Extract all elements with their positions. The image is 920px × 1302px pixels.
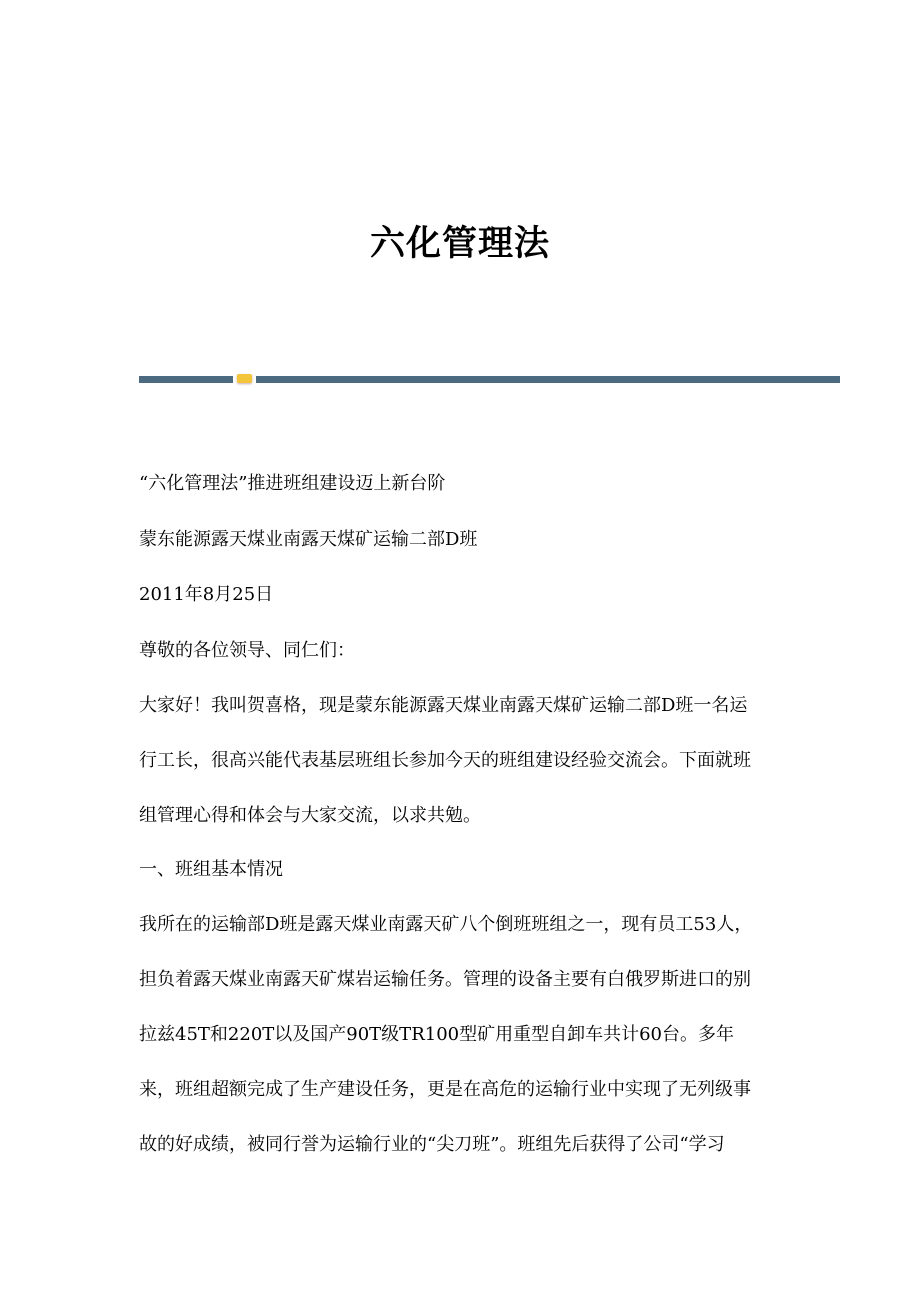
paragraph-line: 故的好成绩，被同行誉为运输行业的“尖刀班”。班组先后获得了公司“学习 (139, 1134, 725, 1155)
paragraph-line: 我所在的运输部D班是露天煤业南露天矿八个倒班班组之一，现有员工53人， (139, 914, 753, 935)
paragraph-line: 来，班组超额完成了生产建设任务，更是在高危的运输行业中实现了无列级事 (139, 1079, 751, 1100)
divider-bar-right (256, 376, 840, 383)
document-title: 六化管理法 (369, 223, 550, 264)
paragraph-line: 大家好！我叫贺喜格，现是蒙东能源露天煤业南露天煤矿运输二部D班一名运 (139, 695, 748, 716)
date-line: 2011年8月25日 (139, 584, 274, 605)
paragraph-line: 拉兹45T和220T以及国产90T级TR100型矿用重型自卸车共计60台。多年 (139, 1024, 734, 1045)
divider-bar-left (139, 376, 233, 383)
author-line: 蒙东能源露天煤业南露天煤矿运输二部D班 (139, 529, 478, 550)
salutation: 尊敬的各位领导、同仁们： (139, 640, 355, 661)
paragraph-line: 组管理心得和体会与大家交流，以求共勉。 (139, 805, 481, 826)
paragraph-line: 担负着露天煤业南露天矿煤岩运输任务。管理的设备主要有白俄罗斯进口的别 (139, 969, 751, 990)
subtitle: “六化管理法”推进班组建设迈上新台阶 (139, 473, 446, 494)
divider-ornament-icon (237, 374, 252, 383)
paragraph-line: 行工长，很高兴能代表基层班组长参加今天的班组建设经验交流会。下面就班 (139, 750, 751, 771)
section-heading: 一、班组基本情况 (139, 859, 283, 880)
